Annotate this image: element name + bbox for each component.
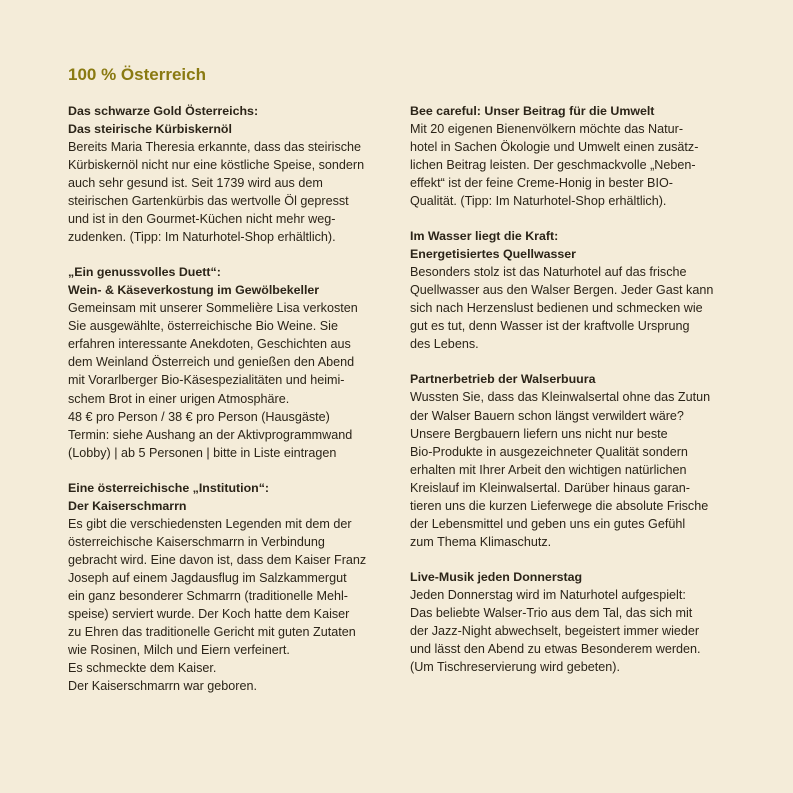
body-text-line: ein ganz besonderer Schmarrn (traditionelle Mehl- — [68, 588, 349, 603]
body-text-line: dem Weinland Österreich und genießen den Abend — [68, 355, 355, 370]
body-text-line: der Jazz-Night abwechselt, begeistert immer wieder — [410, 623, 700, 638]
body-text-line: Jeden Donnerstag wird im Naturhotel aufgespielt: — [410, 587, 686, 602]
body-text-line: lichen Beitrag leisten. Der geschmackvolle „Neben- — [410, 158, 696, 173]
page-title: 100 % Österreich — [68, 65, 206, 84]
body-text-line: Kürbiskernöl nicht nur eine köstliche Speise, sondern — [68, 158, 365, 173]
section-heading: Bee careful: Unser Beitrag für die Umwelt — [410, 104, 655, 118]
body-text-line: Quellwasser aus den Walser Bergen. Jeder Gast kann — [410, 283, 714, 298]
body-text-line: der Lebensmittel und geben uns ein gutes Gefühl — [410, 516, 686, 531]
right-column — [410, 102, 740, 693]
body-text-line: (Um Tischreservierung wird gebeten). — [410, 660, 620, 675]
body-text-line: Es gibt die verschiedensten Legenden mit dem der — [68, 516, 352, 531]
body-text-line: hotel in Sachen Ökologie und Umwelt einen zusätz- — [410, 140, 699, 155]
body-text-line: und lässt den Abend zu etwas Besonderem werden. — [410, 642, 701, 657]
body-text-line: 48 € pro Person / 38 € pro Person (Hausgäste) — [68, 409, 330, 424]
body-text-line: Es schmeckte dem Kaiser. — [68, 661, 217, 676]
body-text-line: Unsere Bergbauern liefern uns nicht nur beste — [410, 426, 668, 441]
body-text-line: österreichische Kaiserschmarrn in Verbindung — [68, 534, 325, 549]
body-text-line: Joseph auf einem Jagdausflug im Salzkammergut — [68, 570, 347, 585]
body-text-line: zum Thema Klimaschutz. — [410, 534, 552, 549]
article-section — [410, 370, 740, 550]
body-text-line: speise) serviert wurde. Der Koch hatte dem Kaiser — [68, 606, 350, 621]
body-text-line: erfahren interessante Anekdoten, Geschichten aus — [68, 337, 351, 352]
body-text-line: gut es tut, denn Wasser ist der kraftvolle Ursprung — [410, 319, 690, 334]
section-heading: Im Wasser liegt die Kraft: — [410, 229, 559, 244]
body-text-line: Der Kaiserschmarrn war geboren. — [68, 679, 257, 694]
body-text-line: zudenken. (Tipp: Im Naturhotel-Shop erhältlich). — [68, 230, 336, 245]
body-text-line: Wussten Sie, dass das Kleinwalsertal ohne das Zutun — [410, 390, 711, 405]
left-column — [68, 102, 390, 712]
body-text-line: Bio-Produkte in ausgezeichneter Qualität sondern — [410, 444, 688, 459]
section-heading: Der Kaiserschmarrn — [68, 498, 187, 513]
section-heading: Das steirische Kürbiskernöl — [68, 122, 232, 136]
body-text-line: auch sehr gesund ist. Seit 1739 wird aus dem — [68, 176, 323, 191]
article-section — [68, 263, 390, 461]
body-text-line: gebracht wird. Eine davon ist, dass dem Kaiser Franz — [68, 552, 367, 567]
body-text-line: steirischen Gartenkürbis das wertvolle Öl gepresst — [68, 194, 349, 209]
body-text-line: Gemeinsam mit unserer Sommelière Lisa verkosten — [68, 301, 358, 316]
article-section — [68, 102, 390, 246]
body-text-line: Das beliebte Walser-Trio aus dem Tal, das sich mit — [410, 605, 693, 620]
body-text-line: erhalten mit Ihrer Arbeit den wichtigen natürlichen — [410, 462, 687, 477]
body-text-line: Qualität. (Tipp: Im Naturhotel-Shop erhältlich). — [410, 194, 667, 209]
section-heading: Wein- & Käseverkostung im Gewölbekeller — [68, 283, 320, 298]
article-section — [410, 568, 740, 676]
section-heading: Energetisiertes Quellwasser — [410, 247, 576, 262]
body-text-line: wie Rosinen, Milch und Eiern verfeinert. — [68, 643, 290, 658]
body-text-line: tieren uns die kurzen Lieferwege die absolute Frische — [410, 498, 709, 513]
article-section — [68, 479, 390, 695]
body-text-line: zu Ehren das traditionelle Gericht mit guten Zutaten — [68, 624, 356, 639]
body-text-line: effekt“ ist der feine Creme-Honig in bester BIO- — [410, 176, 673, 191]
body-text-line: schem Brot in einer urigen Atmosphäre. — [68, 391, 290, 406]
body-text-line: mit Vorarlberger Bio-Käsespezialitäten und heimi- — [68, 373, 345, 388]
body-text-line: Besonders stolz ist das Naturhotel auf das frische — [410, 265, 687, 280]
body-text-line: (Lobby) | ab 5 Personen | bitte in Liste eintragen — [68, 445, 337, 460]
body-text-line: Mit 20 eigenen Bienenvölkern möchte das Natur- — [410, 122, 684, 136]
body-text-line: und ist in den Gourmet-Küchen nicht mehr weg- — [68, 212, 336, 227]
body-text-line: der Walser Bauern schon längst verwildert wäre? — [410, 408, 684, 423]
body-text-line: Sie ausgewählte, österreichische Bio Weine. Sie — [68, 319, 338, 334]
section-heading: Live-Musik jeden Donnerstag — [410, 569, 583, 584]
section-heading: „Ein genussvolles Duett“: — [68, 265, 221, 280]
section-heading: Partnerbetrieb der Walserbuura — [410, 372, 596, 387]
body-text-line: Bereits Maria Theresia erkannte, dass das steirische — [68, 140, 362, 154]
body-text-line: Termin: siehe Aushang an der Aktivprogrammwand — [68, 427, 353, 442]
section-heading: Eine österreichische „Institution“: — [68, 480, 270, 495]
body-text-line: Kreislauf im Kleinwalsertal. Darüber hinaus garan- — [410, 480, 690, 495]
section-heading: Das schwarze Gold Österreichs: — [68, 104, 259, 118]
body-text-line: sich nach Herzenslust bedienen und schmecken wie — [410, 301, 703, 316]
body-text-line: des Lebens. — [410, 337, 479, 352]
article-section — [410, 227, 740, 353]
article-section — [410, 102, 740, 210]
